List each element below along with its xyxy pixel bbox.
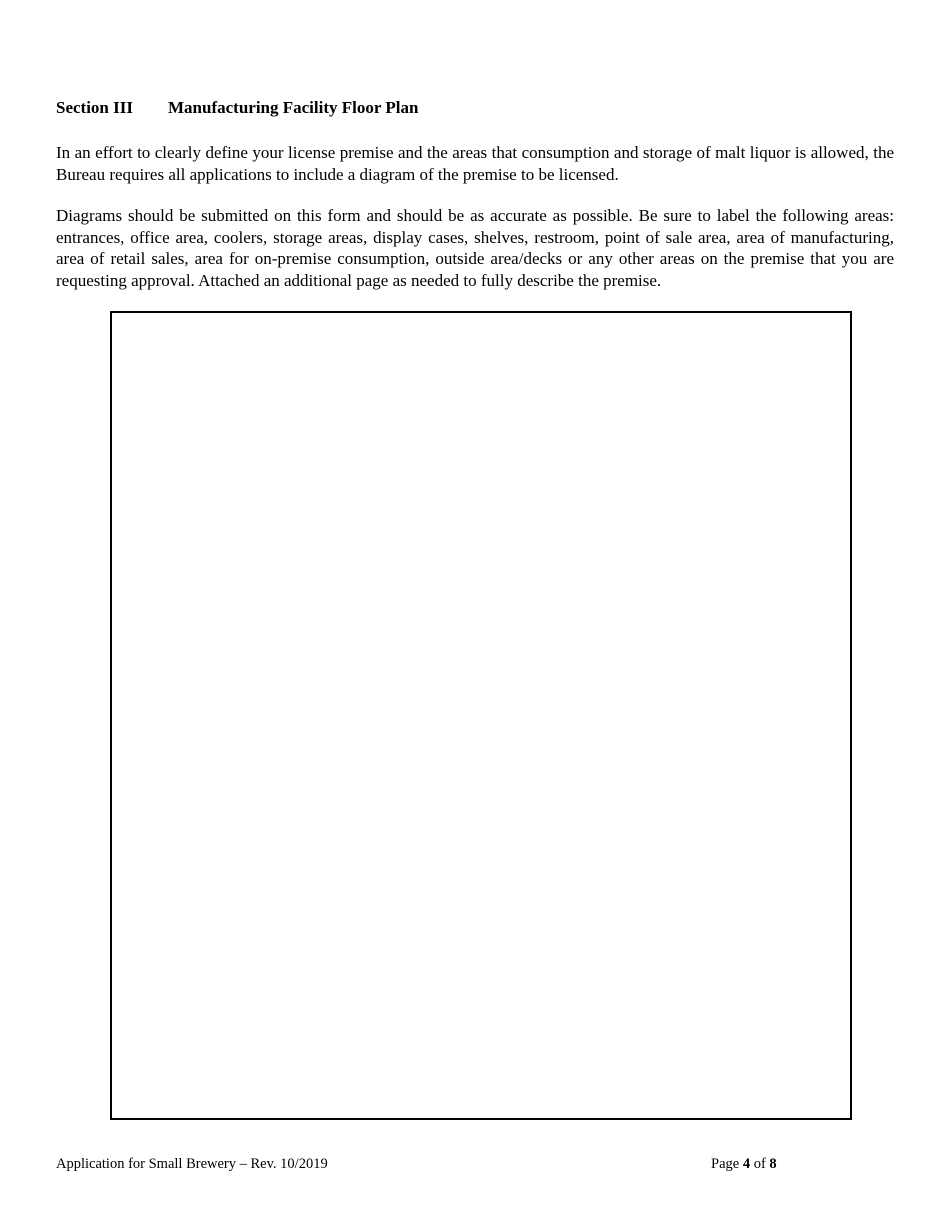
section-heading	[56, 98, 418, 118]
footer-page-number	[711, 1156, 777, 1173]
page-current: 4	[742, 1156, 751, 1172]
section-number: Section III	[56, 98, 133, 117]
page-total: 8	[769, 1156, 777, 1172]
intro-paragraph: In an effort to clearly define your license premise and the areas that consumption and storage of malt liquor is allowed, the Bureau requires all applications to include a diagram of the premise to be licensed.	[56, 143, 894, 184]
footer-form-name: Application for Small Brewery – Rev. 10/2019	[56, 1156, 328, 1172]
page-label: Page	[711, 1156, 740, 1172]
section-title: Manufacturing Facility Floor Plan	[168, 98, 419, 117]
page-of-label: of	[753, 1156, 766, 1172]
floor-plan-drawing-area[interactable]	[110, 311, 852, 1120]
instructions-paragraph: Diagrams should be submitted on this form and should be as accurate as possible. Be sure to label the following areas: entrances, office area, coolers, storage areas, display cases, shelves, restroom, point of sale area, area of manufacturing, area of retail sales, area for on-premise consumption, outside area/decks or any other areas on the premise that you are requesting approval. Attached an additional page as needed to fully describe the premise.	[56, 206, 894, 290]
